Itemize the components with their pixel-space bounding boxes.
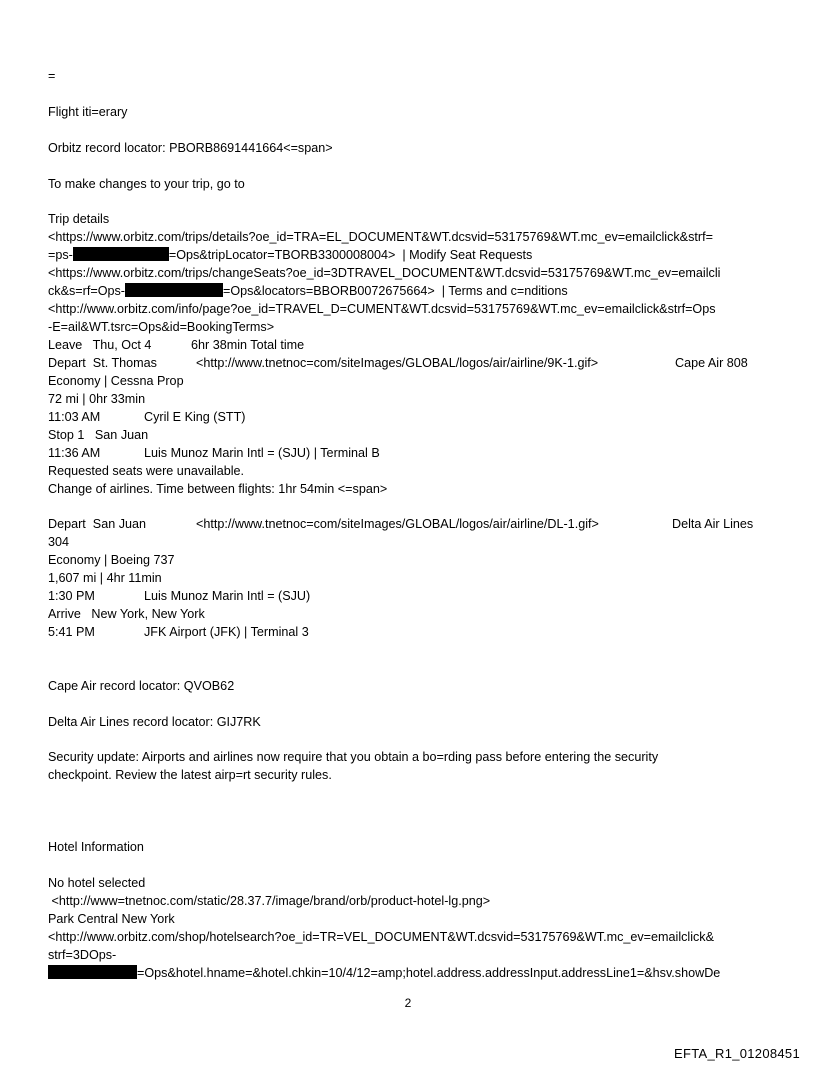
trip-details-link[interactable]: Trip details <box>48 212 110 226</box>
arrival-time-2: 5:41 PM <box>48 625 95 639</box>
cabin-aircraft-1: Economy | Cessna Prop <box>48 374 184 388</box>
redaction-box <box>48 965 137 979</box>
document-id: EFTA_R1_01208451 <box>674 1046 800 1061</box>
url-part: ck&s=rf=Ops- <box>48 284 125 298</box>
distance-duration-1: 72 mi | 0hr 33min <box>48 392 146 406</box>
departure-time-2: 1:30 PM <box>48 589 95 603</box>
url-part: =ps- <box>48 248 73 262</box>
url-part: =Ops&hotel.hname=&hotel.chkin=10/4/12=amp;hotel.address.addressInput.addressLine1=&hsv.showDe <box>137 966 721 980</box>
orbitz-locator: Orbitz record locator: PBORB8691441664<=span> <box>48 141 333 155</box>
connection-info: Change of airlines. Time between flights: 1hr 54min <=span> <box>48 482 388 496</box>
url-trip-details-2 <box>48 246 532 264</box>
changes-text: To make changes to your trip, go to <box>48 177 245 191</box>
url-hotel-search-2: strf=3DOps- <box>48 948 117 962</box>
itinerary-heading: Flight iti=erary <box>48 105 128 119</box>
hotel-info-heading: Hotel Information <box>48 840 144 854</box>
page-number: 2 <box>404 996 412 1010</box>
departure-time-1: 11:03 AM <box>48 410 101 424</box>
security-update-2: checkpoint. Review the latest airp=rt security rules. <box>48 768 332 782</box>
delta-locator: Delta Air Lines record locator: GIJ7RK <box>48 715 261 729</box>
url-change-seats-2 <box>48 282 568 300</box>
departure-airport-2: Luis Munoz Marin Intl = (SJU) <box>144 589 311 603</box>
leave-date: Leave Thu, Oct 4 <box>48 338 152 352</box>
hotel-name: Park Central New York <box>48 912 175 926</box>
arrival-airport-2: JFK Airport (JFK) | Terminal 3 <box>144 625 309 639</box>
url-change-seats-1: <https://www.orbitz.com/trips/changeSeats?oe_id=3DTRAVEL_DOCUMENT&WT.dcsvid=53175769&WT.mc_ev=emailcli <box>48 266 721 280</box>
url-hotel-search-1: <http://www.orbitz.com/shop/hotelsearch?oe_id=TR=VEL_DOCUMENT&WT.dcsvid=53175769&WT.mc_ev=emailclick& <box>48 930 715 944</box>
total-time: 6hr 38min Total time <box>191 338 305 352</box>
flight-number-304: 304 <box>48 535 70 549</box>
stop-1: Stop 1 San Juan <box>48 428 149 442</box>
distance-duration-2: 1,607 mi | 4hr 11min <box>48 571 162 585</box>
security-update-1: Security update: Airports and airlines now require that you obtain a bo=rding pass before entering the security <box>48 750 659 764</box>
url-terms-1: <http://www.orbitz.com/info/page?oe_id=TRAVEL_D=CUMENT&WT.dcsvid=53175769&WT.mc_ev=emailclick&strf=Ops <box>48 302 716 316</box>
flight-cape-air-808: Cape Air 808 <box>675 356 748 370</box>
url-part: =Ops&locators=BBORB0072675664> | Terms and c=nditions <box>222 284 568 298</box>
flight-delta: Delta Air Lines <box>672 517 754 531</box>
arrival-time-1: 11:36 AM <box>48 446 101 460</box>
arrive-new-york: Arrive New York, New York <box>48 607 205 621</box>
url-trip-details-1: <https://www.orbitz.com/trips/details?oe_id=TRA=EL_DOCUMENT&WT.dcsvid=53175769&WT.mc_ev=emailclick&strf= <box>48 230 713 244</box>
depart-san-juan: Depart San Juan <box>48 517 147 531</box>
url-part: =Ops&tripLocator=TBORB3300008004> | Modify Seat Requests <box>168 248 533 262</box>
no-hotel-selected: No hotel selected <box>48 876 146 890</box>
hotel-image-url: <http://www=tnetnoc.com/static/28.37.7/image/brand/orb/product-hotel-lg.png> <box>48 894 491 908</box>
seats-unavailable: Requested seats were unavailable. <box>48 464 245 478</box>
airline-logo-9k-url: <http://www.tnetnoc=com/siteImages/GLOBAL/logos/air/airline/9K-1.gif> <box>196 356 599 370</box>
airline-logo-dl-url: <http://www.tnetnoc=com/siteImages/GLOBAL/logos/air/airline/DL-1.gif> <box>196 517 599 531</box>
redaction-box <box>73 247 169 261</box>
cape-air-locator: Cape Air record locator: QVOB62 <box>48 679 235 693</box>
depart-st-thomas: Depart St. Thomas <box>48 356 157 370</box>
equals-line: = <box>48 69 56 83</box>
url-hotel-search-3 <box>48 964 720 982</box>
redaction-box <box>125 283 223 297</box>
arrival-airport-1: Luis Munoz Marin Intl = (SJU) | Terminal B <box>144 446 380 460</box>
cabin-aircraft-2: Economy | Boeing 737 <box>48 553 175 567</box>
departure-airport-1: Cyril E King (STT) <box>144 410 246 424</box>
url-terms-2: -E=ail&WT.tsrc=Ops&id=BookingTerms> <box>48 320 275 334</box>
